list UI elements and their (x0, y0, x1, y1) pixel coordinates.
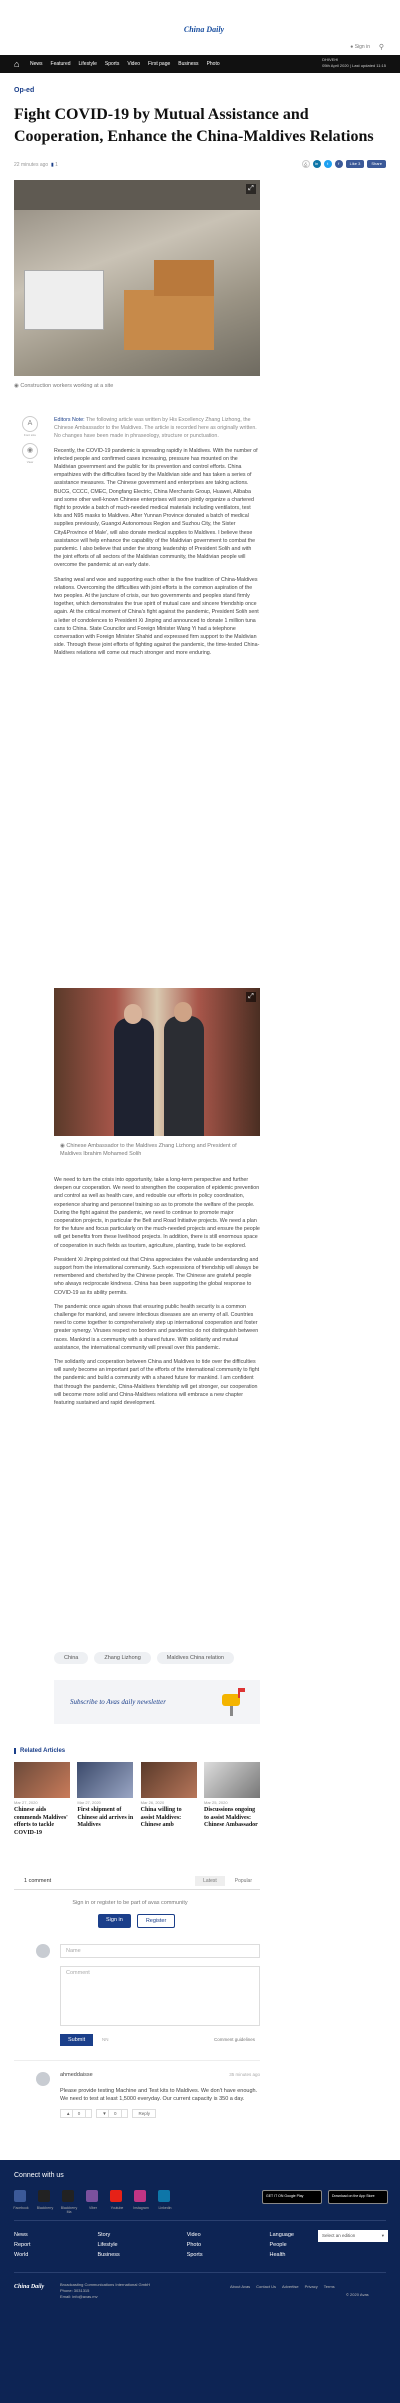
facebook-icon[interactable]: f (335, 160, 343, 168)
reply-button[interactable]: Reply (132, 2109, 156, 2118)
nav-video[interactable]: Video (127, 61, 141, 67)
viber-icon[interactable] (86, 2190, 98, 2202)
connect-heading: Connect with us (14, 2172, 64, 2179)
related-item[interactable] (204, 1762, 260, 1837)
related-thumb[interactable] (204, 1762, 260, 1798)
legal-link[interactable]: Advertise (281, 2284, 299, 2289)
company-phone: Phone: 3031315 (60, 2288, 90, 2293)
hero-caption-text: Construction workers working at a site (20, 383, 114, 389)
footer-link[interactable]: Business (97, 2252, 120, 2258)
footer-column (270, 2230, 294, 2260)
comment-author: ahmeddaisse (60, 2072, 93, 2078)
editor-note-text: The following article was written by His Excellency Zhang Lizhong, the Chinese Ambassador to the Maldives. The article is recorded here as originally written. No changes have been made in phraseology, structure or punctuation. (54, 417, 257, 440)
downvote-count: 0 (108, 2109, 123, 2118)
share-button[interactable]: Share (367, 160, 386, 168)
avatar (36, 1944, 50, 1958)
register-button[interactable]: Register (137, 1914, 175, 1928)
avatar (36, 2072, 50, 2086)
legal-link[interactable]: Contact Us (256, 2284, 276, 2289)
photo2-caption-text: Chinese Ambassador to the Maldives Zhang Lizhong and President of Maldives Ibrahim Mohamed Solih (60, 1143, 237, 1157)
company-name: Broadcasting Communications International GmbH (60, 2282, 151, 2287)
paragraph: We need to turn the crisis into opportunity, take a long-term perspective and further deepen our cooperation. We need to strengthen the cooperation of epidemic prevention and control as well as health care, and redouble our efforts in policy coordination, experience sharing and personnel training so as to promote the welfare of the people. During the fight against the pandemic, we need to continue to promote major cooperation projects, in particular the Belt and Road Initiative projects. We need a plan for the future and focus particularly on the much-needed projects and ensure the people will get benefits from these livelihood projects. In addition, there is still enormous space of cooperation in such fields as tourism, agriculture, planting, trade to be explored. (54, 1177, 260, 1249)
footer-link[interactable]: Language (269, 2232, 294, 2238)
name-field[interactable]: Name (60, 1944, 260, 1958)
footer-divider (14, 2220, 386, 2221)
social-label: Instagram (133, 2206, 149, 2210)
hero-shape (154, 260, 214, 296)
hero-image[interactable] (14, 180, 260, 376)
related-date: Mar 25, 2020 (203, 1800, 228, 1805)
nav-first-page[interactable]: First page (148, 61, 171, 67)
related-title[interactable]: Discussions ongoing to assist Maldives: Chinese Ambassador (203, 1807, 258, 1828)
photo-head (124, 1004, 142, 1024)
social-label: Linkedin (158, 2206, 172, 2210)
expand-icon[interactable]: ⤢ (246, 992, 256, 1002)
comment-icon[interactable]: ▮ (50, 162, 54, 168)
comments-header (14, 1876, 260, 1890)
comment-actions (60, 2109, 260, 2118)
newsletter-text[interactable]: Subscribe to Avas daily newsletter (70, 1698, 166, 1706)
like-button[interactable]: Like 3 (346, 160, 365, 168)
blackberry-ma-icon[interactable] (62, 2190, 74, 2202)
mailbox-icon (220, 1686, 248, 1716)
related-title[interactable]: Chinese aids commends Maldives' efforts to tackle COVID-19 (14, 1807, 68, 1836)
footer-column (97, 2230, 119, 2260)
site-logo[interactable]: China Daily (183, 25, 225, 34)
related-articles (14, 1762, 260, 1837)
app-store-badge[interactable]: Download on the App Store (328, 2190, 388, 2204)
nav-lifestyle[interactable]: Lifestyle (78, 61, 97, 67)
social-icons (14, 2190, 170, 2202)
comment-text: Please provide testing Machine and Test kits to Maldives. We don't have enough. We need to test at least 1,5000 everyday. Our current capacity is 350 a day. (60, 2088, 258, 2102)
search-icon[interactable]: ⚲ (378, 44, 384, 51)
photo2-caption (60, 1142, 256, 1158)
social-labels (10, 2206, 176, 2214)
facebook-icon[interactable] (14, 2190, 26, 2202)
google-play-badge[interactable]: GET IT ON Google Play (262, 2190, 322, 2204)
paragraph: Recently, the COVID-19 pandemic is spreading rapidly in Maldives. With the number of infected people and confirmed cases increasing, pressure has mounted on the Maldivian government and the public for its prevention and control efforts. China empathizes with the difficulties faced by the Maldivian side and has taken a series of assistance measures. The Chinese government and enterprises are taking actions. BUCG, CCCC, CMEC, Dongfang Electric, China Merchants Group, Huawei, Alibaba and some other well-known Chinese enterprises will soon jointly organize a chartered flight to provide a batch of much-needed medical materials including ventilators, test kits and N95 masks to Maldives. After Yunnan Province donated a batch of medical supplies previously, Guangxi Autonomous Region and Suzhou City, the Sister City&Province of Male', will also donate medical supplies to Maldives. I believe these assistance will help enhance the capability of the Maldivian government to combat the pandemic. I also believe that under the strong leadership of President Solih and with the joint efforts of all sectors of the Maldivian community, the Maldivian people will overcome the pandemic at an early date. (54, 447, 258, 569)
nav-featured[interactable]: Featured (50, 61, 71, 67)
photo-head (174, 1002, 192, 1022)
sort-latest[interactable]: Latest (195, 1876, 225, 1886)
paragraph: The solidarity and cooperation between China and Maldives to tide over the difficulties will surely become an important part of the efforts of the international community to fight the pandemic and build a community with a shared future for mankind. I am confident that through the pandemic, China-Maldives friendship will get stronger, our cooperation will become more solid and China-Maldives relations will embrace a new chapter featuring sustained and rapid development. (54, 1359, 260, 1407)
print-icon[interactable]: ⎙ (302, 160, 310, 168)
auth-buttons (98, 1914, 175, 1928)
comment-item (60, 2072, 260, 2118)
paragraph: President Xi Jinping pointed out that China appreciates the valuable understanding and support from the international community. Such expressions of friendship will always be remembered and cherished by the Chinese people. The Chinese are grateful people who always reciprocate kindness. China has been supporting the global response to COVID-19 as its ability permits. (54, 1256, 259, 1296)
footer-divider (14, 2272, 386, 2273)
footer-link[interactable]: Health (269, 2252, 286, 2258)
instagram-icon[interactable] (134, 2190, 146, 2202)
signin-link[interactable] (350, 44, 370, 50)
footer-column (14, 2230, 31, 2260)
edition-select[interactable] (318, 2230, 388, 2242)
related-thumb[interactable] (141, 1762, 197, 1798)
hero-caption (14, 382, 113, 390)
footer-link[interactable]: Story (97, 2232, 111, 2238)
tag[interactable]: Zhang Lizhong (94, 1652, 150, 1664)
downvote-button[interactable]: ▼ 0 (96, 2109, 128, 2118)
footer-link[interactable]: Lifestyle (97, 2242, 118, 2248)
comment-field[interactable]: Comment (60, 1966, 260, 2026)
section-tag[interactable]: Op-ed (14, 87, 35, 94)
edition-select-label: Select an edition (322, 2233, 356, 2238)
social-label: Viber (88, 2206, 98, 2210)
paragraph: The pandemic once again shows that ensuring public health security is a common challenge for mankind, and severe infectious diseases are an enemy of all. Countries need to come together to comprehensively step up international cooperation and foster greater synergy. Viruses respect no borders and pandemics do not distinguish between races. Mankind is a community with a shared future. With solidarity and mutual assistance, the international community will prevail over this pandemic. (54, 1303, 259, 1351)
signin-prompt: Sign in or register to be part of avas community (72, 1900, 188, 1906)
related-heading: Related Articles (14, 1748, 65, 1754)
related-date: Mar 26, 2020 (140, 1800, 165, 1805)
view-label: View (26, 460, 34, 464)
comment-guidelines-link[interactable]: Comment guidelines (214, 2037, 256, 2042)
view-icon[interactable]: ◉ (22, 443, 38, 459)
tag-list (54, 1652, 234, 1664)
home-icon[interactable]: ⌂ (14, 59, 20, 69)
main-nav (0, 55, 400, 73)
header (0, 0, 400, 55)
related-item[interactable] (141, 1762, 197, 1837)
nav-photo[interactable]: Photo (206, 61, 220, 67)
nav-business[interactable]: Business (178, 61, 199, 67)
expand-icon[interactable]: ⤢ (246, 184, 256, 194)
legal-links (230, 2284, 335, 2289)
font-size-label: Font size (23, 433, 37, 437)
photo-figure (114, 1018, 154, 1136)
social-label: Youtube (110, 2206, 124, 2210)
footer (0, 2160, 400, 2403)
social-label: Blackberry Ma (60, 2206, 78, 2214)
camera-icon: ◉ (14, 383, 19, 389)
article-tools (22, 416, 38, 470)
hero-shape (124, 290, 214, 350)
font-size-icon[interactable]: A (22, 416, 38, 432)
related-date: Mar 27, 2020 (77, 1800, 101, 1805)
comments-count: 1 comment (24, 1878, 52, 1884)
nav-news[interactable]: News (30, 61, 43, 67)
edition-name[interactable]: DHIVEHI (322, 57, 339, 62)
signin-label: Sign in (354, 44, 370, 50)
share-bar (302, 160, 386, 168)
or-label: NN (102, 2037, 109, 2042)
editor-note (54, 416, 260, 441)
upvote-count: 0 (72, 2109, 87, 2118)
blackberry-icon[interactable] (38, 2190, 50, 2202)
time-ago: 22 minutes ago (14, 162, 49, 168)
tag[interactable]: Maldives China relation (157, 1652, 234, 1664)
chevron-down-icon: ▾ (381, 2233, 384, 2238)
footer-column (187, 2230, 203, 2260)
linkedin-icon[interactable]: in (313, 160, 321, 168)
related-title[interactable]: China willing to assist Maldives: Chinese amb (140, 1807, 182, 1828)
linkedin-icon[interactable] (158, 2190, 170, 2202)
hero-shape (14, 180, 260, 210)
twitter-icon[interactable]: t (324, 160, 332, 168)
footer-link[interactable]: Photo (186, 2242, 202, 2248)
footer-link[interactable]: People (269, 2242, 287, 2248)
social-label: Blackberry (36, 2206, 54, 2210)
nav-sports[interactable]: Sports (104, 61, 120, 67)
company-info (60, 2282, 150, 2300)
article-title: Fight COVID-19 by Mutual Assistance and Cooperation, Enhance the China-Maldives Relations (14, 106, 374, 145)
last-updated: 05th April 2020 | Last updated 11:15 (322, 63, 386, 68)
newsletter-box[interactable] (54, 1680, 260, 1724)
related-title[interactable]: First shipment of Chinese aid arrives in Maldives (77, 1807, 134, 1828)
social-label: Facebook (13, 2206, 29, 2210)
ambassador-photo[interactable] (54, 988, 260, 1136)
related-item[interactable] (14, 1762, 70, 1837)
camera-icon: ◉ (60, 1143, 65, 1149)
editor-note-label: Editors Note: (54, 417, 85, 423)
comment-divider (14, 2060, 260, 2061)
related-item[interactable] (77, 1762, 133, 1837)
article-meta (14, 162, 58, 168)
company-email: Email: info@avas.mv (60, 2294, 98, 2299)
footer-links (14, 2230, 294, 2260)
footer-link[interactable]: News (14, 2232, 28, 2238)
edition-info (322, 57, 386, 69)
photo-figure (164, 1016, 204, 1136)
submit-button[interactable]: Submit (60, 2034, 93, 2046)
legal-link[interactable]: About Avas (230, 2284, 251, 2289)
footer-link[interactable]: Report (14, 2242, 31, 2248)
related-date: Mar 27, 2020 (14, 1800, 38, 1805)
signin-button[interactable]: Sign in (98, 1914, 131, 1928)
copyright: © 2020 Avas (346, 2292, 369, 2297)
tag[interactable]: China (54, 1652, 88, 1664)
user-icon: ● (350, 44, 354, 50)
footer-link[interactable]: World (14, 2252, 29, 2258)
related-thumb[interactable] (77, 1762, 133, 1798)
paragraph: Sharing weal and woe and supporting each other is the fine tradition of China-Maldives relations. Overcoming the difficulties with joint efforts is the common aspiration of the two peoples. At the juncture of crisis, our two governments and peoples stand firmly together, which demonstrates the true spirit of mutual care and sincere friendship once again. At the critical moment of China's fight against the pandemic, President Solih sent a letter of condolences to President Xi Jinping and announced to donate 1 million tuna cans to China. State Councilor and Foreign Minister Wang Yi had a telephone conversation with Foreign Minister Shahid and expressed firm support to the Maldivian side. Through these joint efforts of fighting against the pandemic, the time-tested China-Maldives relations will come out much stronger and more enduring. (54, 576, 260, 657)
comment-count[interactable]: 1 (55, 162, 58, 168)
hero-vehicle (24, 270, 104, 330)
legal-link[interactable]: Privacy (304, 2284, 318, 2289)
article-body-bottom (54, 1176, 260, 1407)
legal-link[interactable]: Terms (323, 2284, 335, 2289)
sort-popular[interactable]: Popular (234, 1878, 252, 1884)
footer-link[interactable]: Video (186, 2232, 201, 2238)
footer-link[interactable]: Sports (186, 2252, 203, 2258)
footer-logo[interactable]: China Daily (14, 2284, 45, 2290)
comments-sort (195, 1876, 260, 1886)
youtube-icon[interactable] (110, 2190, 122, 2202)
upvote-button[interactable]: ▲ 0 (60, 2109, 92, 2118)
related-thumb[interactable] (14, 1762, 70, 1798)
comment-time: 35 minutes ago (229, 2072, 260, 2077)
article-body-top (54, 416, 260, 658)
